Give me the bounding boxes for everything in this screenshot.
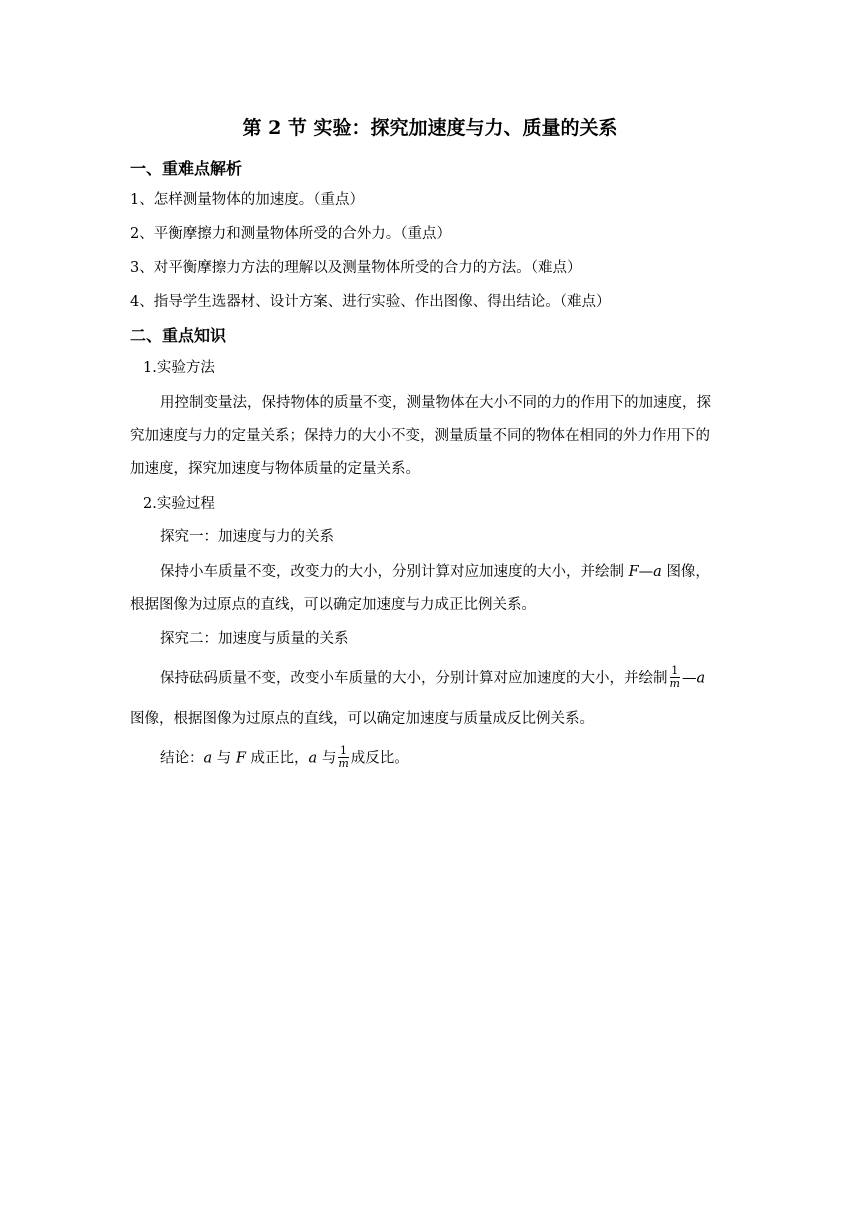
exp1-line-1 xyxy=(160,561,710,583)
exp2-title: 探究二：加速度与质量的关系 xyxy=(160,631,349,647)
var-F: F xyxy=(628,564,639,580)
page-title: 第 2 节 实验：探究加速度与力、质量的关系 xyxy=(242,117,618,139)
dash: — xyxy=(638,564,654,580)
method-title: 1.实验方法 xyxy=(143,360,215,376)
conclusion-word: 与 xyxy=(216,750,232,767)
fraction-denominator: m xyxy=(338,757,349,770)
exp1-line-2: 根据图像为过原点的直线，可以确定加速度与力成正比例关系。 xyxy=(130,597,536,613)
process-title: 2.实验过程 xyxy=(143,496,215,512)
fraction-denominator: m xyxy=(669,677,680,690)
var-F: F xyxy=(235,750,246,767)
conclusion-line xyxy=(160,746,409,771)
section1-heading: 一、重难点解析 xyxy=(130,159,243,178)
exp2-line-1 xyxy=(160,666,705,691)
exp2-line-2: 图像，根据图像为过原点的直线，可以确定加速度与质量成反比例关系。 xyxy=(130,711,594,727)
method-line-2: 究加速度与力的定量关系；保持力的大小不变，测量质量不同的物体在相同的外力作用下的 xyxy=(130,428,710,444)
exp1-text-pre: 保持小车质量不变，改变力的大小，分别计算对应加速度的大小，并绘制 xyxy=(160,564,624,580)
conclusion-label: 结论： xyxy=(160,750,204,767)
fraction-numerator: 1 xyxy=(340,744,348,757)
method-line-3: 加速度，探究加速度与物体质量的定量关系。 xyxy=(130,461,420,477)
fraction-one-over-m xyxy=(670,665,680,690)
section2-heading: 二、重点知识 xyxy=(130,326,227,345)
var-a: a xyxy=(696,670,706,687)
exp1-text-post: 图像， xyxy=(666,564,710,580)
conclusion-word: 与 xyxy=(321,750,337,767)
key-point-3: 3、对平衡摩擦力方法的理解以及测量物体所受的合力的方法。（难点） xyxy=(130,260,582,276)
conclusion-word: 成正比， xyxy=(250,750,309,767)
key-point-1: 1、怎样测量物体的加速度。（重点） xyxy=(130,192,364,208)
method-line-1: 用控制变量法，保持物体的质量不变，测量物体在大小不同的力的作用下的加速度，探 xyxy=(160,395,711,411)
exp2-text-pre: 保持砝码质量不变，改变小车质量的大小，分别计算对应加速度的大小，并绘制 xyxy=(160,670,668,687)
fraction-numerator: 1 xyxy=(671,664,679,677)
conclusion-word: 成反比。 xyxy=(350,750,409,767)
var-a: a xyxy=(653,564,662,580)
key-point-2: 2、平衡摩擦力和测量物体所受的合外力。（重点） xyxy=(130,226,451,242)
dash: — xyxy=(681,670,697,687)
exp1-title: 探究一：加速度与力的关系 xyxy=(160,529,334,545)
fraction-one-over-m xyxy=(338,745,348,770)
var-a: a xyxy=(203,750,213,767)
var-a: a xyxy=(308,750,318,767)
key-point-4: 4、指导学生选器材、设计方案、进行实验、作出图像、得出结论。（难点） xyxy=(130,294,611,310)
